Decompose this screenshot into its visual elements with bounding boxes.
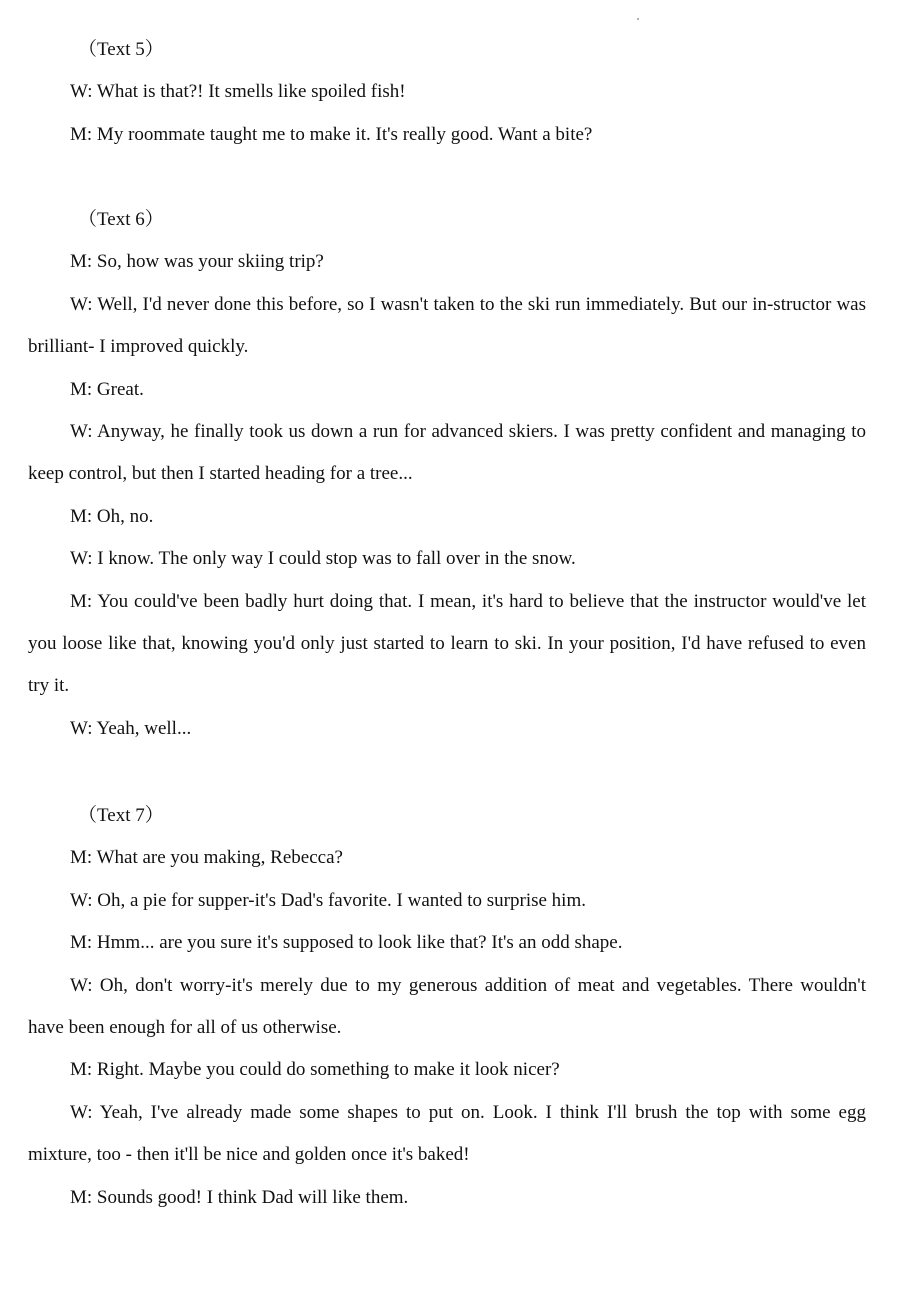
dialogue-line: W: I know. The only way I could stop was to fall over in the snow. [70, 548, 576, 570]
dialogue-line: M: You could've been badly hurt doing that. I mean, it's hard to believe that the instructor would've let you loose like that, knowing you'd only just started to learn to ski. In your position, I'd have refused to even try it. [28, 590, 866, 697]
dialogue-line: W: What is that?! It smells like spoiled fish! [70, 81, 406, 103]
dialogue-line: M: Oh, no. [70, 505, 154, 527]
section-heading: （Text 6） [78, 209, 164, 230]
section-text-5 [28, 29, 866, 156]
dialogue-line: W: Anyway, he finally took us down a run for advanced skiers. I was pretty confident and managing to keep control, but then I started heading for a tree... [28, 421, 866, 485]
dialogue-line: M: Right. Maybe you could do something to make it look nicer? [70, 1059, 560, 1081]
section-heading: （Text 5） [78, 39, 164, 60]
dialogue-line: W: Well, I'd never done this before, so I wasn't taken to the ski run immediately. But our in-structor was brilliant- I improved quickly. [28, 293, 866, 358]
section-text-7 [28, 795, 866, 1219]
dialogue-line: M: Hmm... are you sure it's supposed to look like that? It's an odd shape. [70, 932, 623, 954]
section-heading: （Text 7） [78, 805, 164, 826]
dialogue-line: M: What are you making, Rebecca? [70, 847, 343, 869]
scan-speck [637, 18, 639, 20]
section-text-6 [28, 199, 866, 750]
dialogue-line: W: Yeah, I've already made some shapes to put on. Look. I think I'll brush the top with some egg mixture, too - then it'll be nice and golden once it's baked! [28, 1101, 866, 1166]
dialogue-line: W: Yeah, well... [70, 717, 192, 739]
dialogue-line: W: Oh, a pie for supper-it's Dad's favorite. I wanted to surprise him. [70, 889, 586, 911]
dialogue-line: W: Oh, don't worry-it's merely due to my generous addition of meat and vegetables. There wouldn't have been enough for all of us otherwise. [28, 974, 866, 1039]
dialogue-line: M: My roommate taught me to make it. It's really good. Want a bite? [70, 123, 593, 145]
dialogue-line: M: Sounds good! I think Dad will like them. [70, 1186, 409, 1208]
dialogue-line: M: So, how was your skiing trip? [70, 251, 324, 273]
dialogue-line: M: Great. [70, 378, 144, 400]
